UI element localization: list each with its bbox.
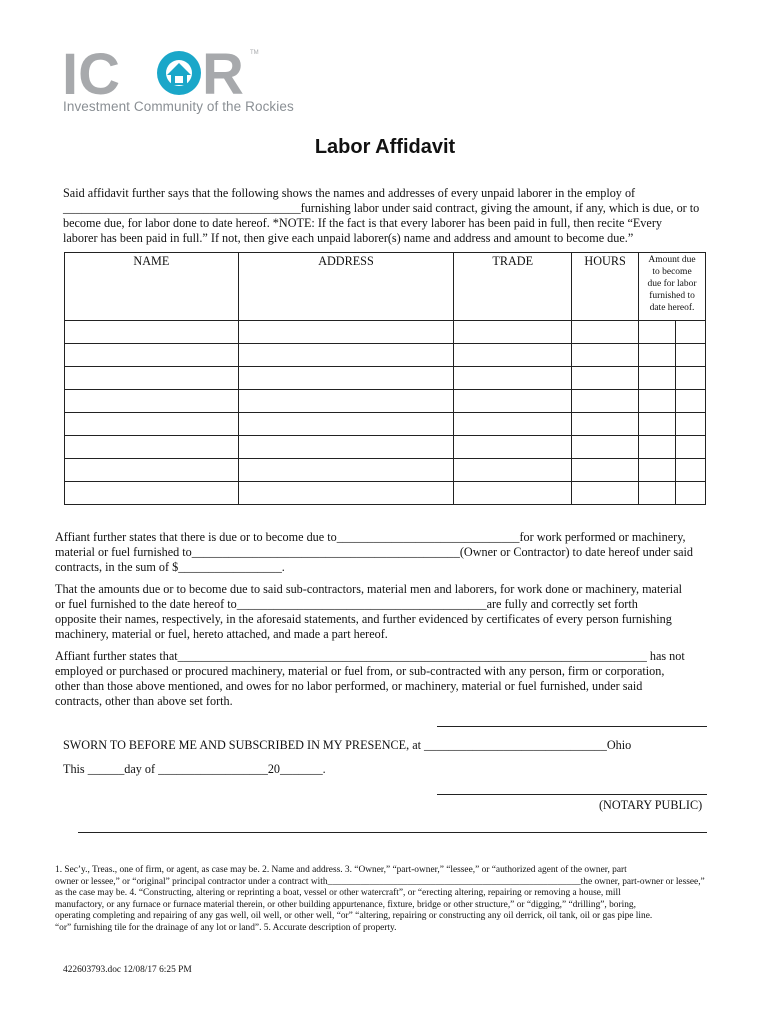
col-header-address: ADDRESS bbox=[238, 253, 454, 321]
table-header-row bbox=[65, 253, 706, 321]
table-row bbox=[65, 413, 706, 436]
hours-cell[interactable] bbox=[572, 413, 639, 436]
amount-cents-cell[interactable] bbox=[676, 413, 706, 436]
logo-wordmark-i: IC bbox=[62, 44, 120, 107]
amount-dollars-cell[interactable] bbox=[639, 321, 676, 344]
table-row bbox=[65, 367, 706, 390]
divider bbox=[78, 832, 707, 833]
table-row bbox=[65, 390, 706, 413]
address-cell[interactable] bbox=[238, 321, 454, 344]
trade-cell[interactable] bbox=[454, 390, 572, 413]
amount-cents-cell[interactable] bbox=[676, 321, 706, 344]
amount-dollars-cell[interactable] bbox=[639, 367, 676, 390]
trade-cell[interactable] bbox=[454, 459, 572, 482]
address-cell[interactable] bbox=[238, 344, 454, 367]
table-row bbox=[65, 436, 706, 459]
logo-wordmark-r: R bbox=[202, 44, 244, 107]
name-cell[interactable] bbox=[65, 436, 239, 459]
laborer-table bbox=[64, 252, 706, 505]
page-title: Labor Affidavit bbox=[314, 136, 456, 158]
amount-dollars-cell[interactable] bbox=[639, 459, 676, 482]
intro-paragraph bbox=[63, 186, 713, 246]
trade-cell[interactable] bbox=[454, 321, 572, 344]
hours-cell[interactable] bbox=[572, 482, 639, 505]
trade-cell[interactable] bbox=[454, 344, 572, 367]
address-cell[interactable] bbox=[238, 413, 454, 436]
sum-blank[interactable]: _________________ bbox=[178, 560, 282, 574]
name-cell[interactable] bbox=[65, 344, 239, 367]
day-blank[interactable]: ______ bbox=[87, 762, 125, 776]
month-blank[interactable]: __________________ bbox=[158, 762, 268, 776]
name-cell[interactable] bbox=[65, 413, 239, 436]
address-cell[interactable] bbox=[238, 436, 454, 459]
table-row bbox=[65, 344, 706, 367]
amount-dollars-cell[interactable] bbox=[639, 436, 676, 459]
hours-cell[interactable] bbox=[572, 436, 639, 459]
trade-cell[interactable] bbox=[454, 413, 572, 436]
notary-signature-line[interactable] bbox=[437, 794, 707, 795]
year-blank[interactable]: _______ bbox=[280, 762, 323, 776]
hours-cell[interactable] bbox=[572, 459, 639, 482]
date-hereof-blank[interactable]: _________________________________________ bbox=[236, 597, 487, 611]
trade-cell[interactable] bbox=[454, 367, 572, 390]
affiant-blank[interactable]: _____________________________________________________________________________ bbox=[177, 649, 647, 663]
name-cell[interactable] bbox=[65, 482, 239, 505]
owner-contractor-blank[interactable]: ____________________________________________ bbox=[191, 545, 460, 559]
location-blank[interactable]: ______________________________ bbox=[424, 738, 607, 752]
name-cell[interactable] bbox=[65, 321, 239, 344]
affiant-paragraph: Affiant further states that_____________________________________________________________________________ has not employed or purchased or procured machinery, material or fuel from, or sub-contracted with any person, firm or corporation, other than those above mentioned, and owes for no labor performed, or machinery, material or fuel furnished, under said contracts, other than above set forth. bbox=[55, 649, 685, 708]
col-header-name: NAME bbox=[65, 253, 239, 321]
amount-cents-cell[interactable] bbox=[676, 367, 706, 390]
affiant-signature-line[interactable] bbox=[437, 726, 707, 727]
employer-blank[interactable]: _______________________________________ bbox=[63, 201, 301, 215]
contract-blank[interactable]: ______________________________________________________ bbox=[327, 876, 581, 887]
amount-dollars-cell[interactable] bbox=[639, 390, 676, 413]
sworn-statement: SWORN TO BEFORE ME AND SUBSCRIBED IN MY PRESENCE, at ______________________________Ohio bbox=[63, 738, 632, 752]
hours-cell[interactable] bbox=[572, 367, 639, 390]
due-paragraph: Affiant further states that there is due or to become due to______________________________for work performed or machinery, material or fuel furnished to____________________________________________(Owner or Contractor) to date hereof under said contracts, in the sum of $_________________. bbox=[55, 530, 694, 574]
amounts-paragraph: That the amounts due or to become due to said sub-contractors, material men and laborers, for work done or machinery, material or fuel furnished to the date hereof to_________________________________________are fully and correctly set forth opposite their names, respectively, in the aforesaid statements, and further evidenced by certificates of every person furnishing machinery, material or fuel, hereto attached, and made a part hereof. bbox=[55, 582, 682, 641]
hours-cell[interactable] bbox=[572, 344, 639, 367]
table-row bbox=[65, 459, 706, 482]
name-cell[interactable] bbox=[65, 367, 239, 390]
address-cell[interactable] bbox=[238, 390, 454, 413]
footnotes: 1. Sec’y., Treas., one of firm, or agent, as case may be. 2. Name and address. 3. “Owner,” “part-owner,” “lessee,” or “authorized agent of the owner, part owner or lessee,” or “original” principal contractor under a contract with______________________________________________________the owner, part-owner or lessee,” as the case may be. 4. “Constructing, altering or reprinting a boat, vessel or other watercraft”, or “erecting altering, repairing or removing a house, mill manufactory, or any furnace or furnace material therein, or other building appurtenance, fixture, bridge or other structure,” or “digging,” “drilling”, boring, operating completing and repairing of any gas well, oil well, or other well, “or” “altering, repairing or constructing any oil derrick, oil tank, oil or gas pipe line. “or” furnishing tile for the drainage of any lot or land”. 5. Accurate description of property. bbox=[55, 865, 705, 933]
subcontractor-blank[interactable]: ______________________________ bbox=[336, 530, 520, 544]
amount-cents-cell[interactable] bbox=[676, 482, 706, 505]
amount-cents-cell[interactable] bbox=[676, 436, 706, 459]
notary-label: (NOTARY PUBLIC) bbox=[599, 798, 703, 812]
amount-dollars-cell[interactable] bbox=[639, 413, 676, 436]
hours-cell[interactable] bbox=[572, 321, 639, 344]
name-cell[interactable] bbox=[65, 390, 239, 413]
col-header-hours: HOURS bbox=[572, 253, 639, 321]
table-row bbox=[65, 482, 706, 505]
address-cell[interactable] bbox=[238, 482, 454, 505]
intro-line: Said affidavit further says that the following shows the names and addresses of every unpaid laborer in the employ of bbox=[63, 186, 636, 200]
col-header-trade: TRADE bbox=[454, 253, 572, 321]
col-header-amount: Amount due to become due for labor furnished to date hereof. bbox=[639, 253, 706, 321]
intro-line: become due, for labor done to date hereof. *NOTE: If the fact is that every laborer has been paid in full, then recite “Every bbox=[63, 216, 662, 230]
intro-line: laborer has been paid in full.” If not, then give each unpaid laborer(s) name and address and amount to become due.” bbox=[63, 231, 634, 245]
address-cell[interactable] bbox=[238, 459, 454, 482]
address-cell[interactable] bbox=[238, 367, 454, 390]
date-line: This ______day of __________________20_______. bbox=[63, 762, 326, 776]
name-cell[interactable] bbox=[65, 459, 239, 482]
amount-cents-cell[interactable] bbox=[676, 459, 706, 482]
amount-cents-cell[interactable] bbox=[676, 344, 706, 367]
logo-tagline: Investment Community of the Rockies bbox=[63, 99, 294, 114]
trade-cell[interactable] bbox=[454, 436, 572, 459]
document-id: 422603793.doc 12/08/17 6:25 PM bbox=[63, 965, 192, 975]
amount-dollars-cell[interactable] bbox=[639, 482, 676, 505]
hours-cell[interactable] bbox=[572, 390, 639, 413]
amount-dollars-cell[interactable] bbox=[639, 344, 676, 367]
intro-line: _______________________________________furnishing labor under said contract, giving the amount, if any, which is due, or to bbox=[63, 201, 700, 215]
table-row bbox=[65, 321, 706, 344]
amount-cents-cell[interactable] bbox=[676, 390, 706, 413]
trade-cell[interactable] bbox=[454, 482, 572, 505]
logo-trademark: TM bbox=[250, 50, 259, 56]
